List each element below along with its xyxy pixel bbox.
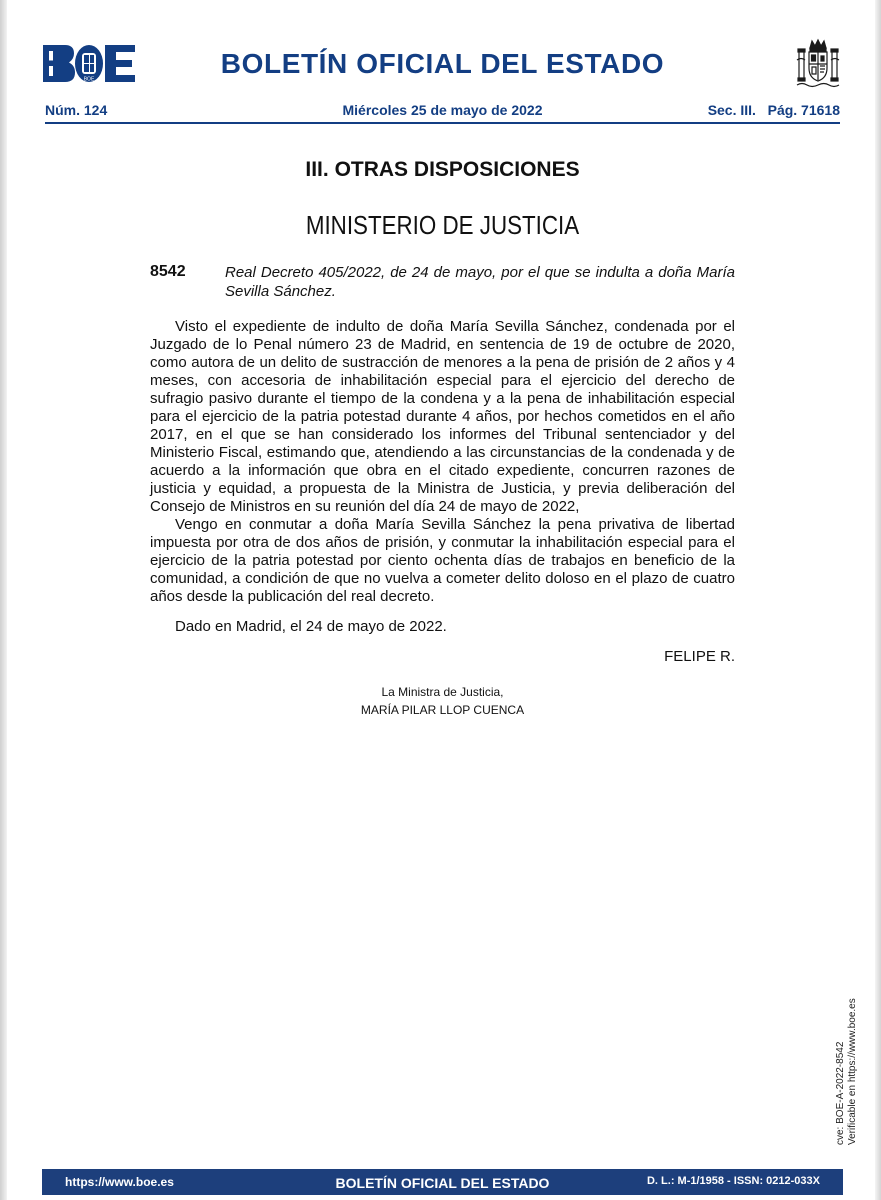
section-heading: III. OTRAS DISPOSICIONES [305, 158, 580, 181]
entry-title: Real Decreto 405/2022, de 24 de mayo, por el que se indulta a doña María Sevilla Sánchez. [225, 264, 735, 300]
page-edge-left [0, 0, 7, 1200]
body-paragraph-1: Visto el expediente de indulto de doña María Sevilla Sánchez, condenada por el Juzgado de lo Penal número 23 de Madrid, en sentencia de 19 de octubre de 2020, como autora de un delito de sustracción de menores a la pena de prisión de 2 años y 4 meses, con accesoria de inhabilitación especial para el ejercicio del derecho de sufragio pasivo durante el tiempo de la condena y a la pena de inhabilitación especial para el ejercicio de la patria potestad durante 4 años, por hechos cometidos en el año 2017, en el que se han considerado los informes del Tribunal sentenciador y del Ministerio Fiscal, estimando que, atendiendo a las circunstancias de la condenada y de acuerdo a la información que obra en el citado expediente, concurren razones de justicia y equidad, a propuesta de la Ministra de Justicia, y previa deliberación del Consejo de Ministros en su reunión del día 24 de mayo de 2022, [150, 318, 735, 515]
body-paragraph-2: Vengo en conmutar a doña María Sevilla Sánchez la pena privativa de libertad impuesta por otra de dos años de prisión, y conmutar la inhabilitación especial para el ejercicio de la patria potestad por ciento ochenta días de trabajos en beneficio de la comunidad, a condición de que no vuelva a cometer delito doloso en el plazo de cuatro años desde la publicación del real decreto. [150, 516, 735, 605]
issue-number: Núm. 124 [45, 102, 108, 118]
masthead-title: BOLETÍN OFICIAL DEL ESTADO [220, 48, 665, 79]
verification-note [835, 985, 859, 1145]
entry-number: 8542 [150, 263, 186, 280]
boe-logo-icon [43, 45, 135, 82]
footer-url-link[interactable]: https://www.boe.es [65, 1175, 174, 1189]
spain-coat-of-arms-icon [795, 38, 841, 88]
footer-title: BOLETÍN OFICIAL DEL ESTADO [335, 1175, 550, 1191]
countersign-role: La Ministra de Justicia, [381, 685, 504, 699]
decree-body [150, 318, 735, 666]
page-edge-right [875, 0, 881, 1200]
boe-logo [43, 45, 135, 82]
verify-url: Verificable en https://www.boe.es [847, 998, 858, 1145]
cve-code: cve: BOE-A-2022-8542 [835, 1041, 846, 1145]
dado-line: Dado en Madrid, el 24 de mayo de 2022. [175, 618, 447, 635]
countersign [150, 683, 735, 719]
signer: FELIPE R. [664, 648, 735, 665]
ministry-heading: MINISTERIO DE JUSTICIA [305, 210, 580, 240]
boe-logo-text: BOE [83, 76, 95, 82]
countersign-name: MARÍA PILAR LLOP CUENCA [360, 703, 525, 717]
header-rule [45, 122, 840, 124]
footer-legal: D. L.: M-1/1958 - ISSN: 0212-033X [646, 1175, 820, 1187]
issue-date: Miércoles 25 de mayo de 2022 [342, 102, 543, 118]
section-page: Sec. III. Pág. 71618 [707, 102, 840, 118]
footer-bar [42, 1169, 843, 1195]
